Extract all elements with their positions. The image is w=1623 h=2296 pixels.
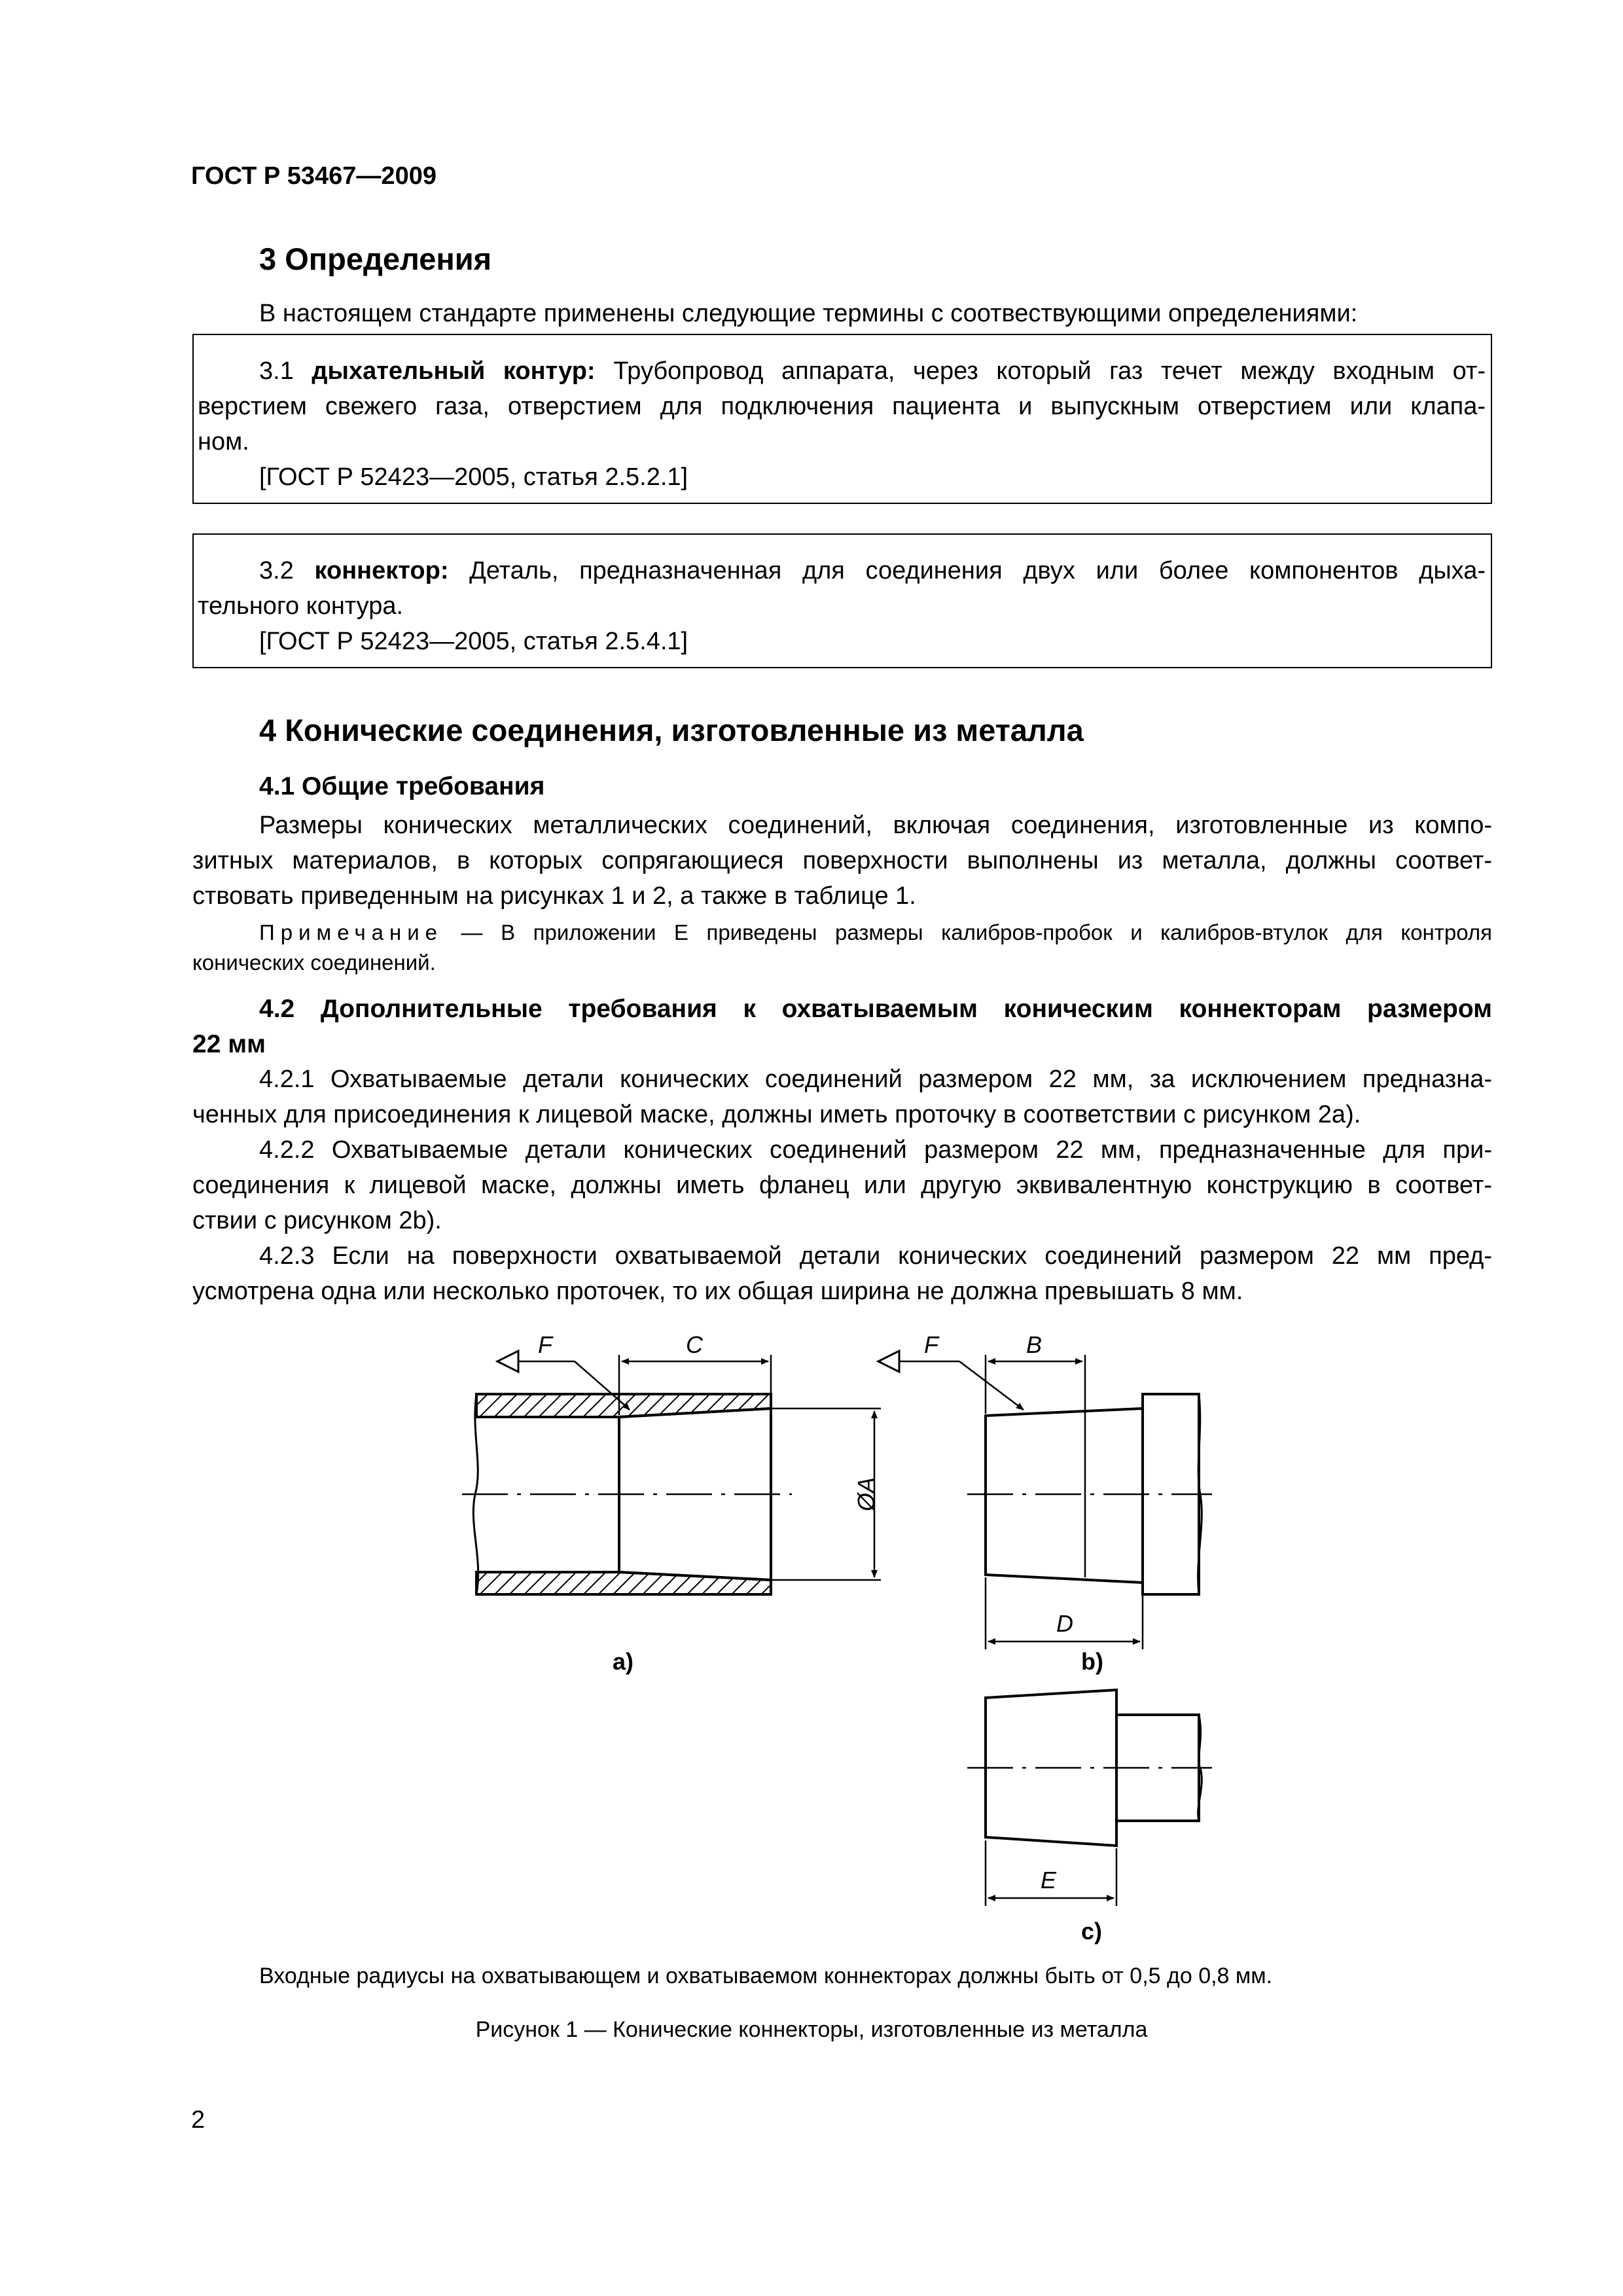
paragraph-line: зитных материалов, в которых сопрягающиеся поверхности выполнены из металла, должны соответ- — [192, 847, 1492, 874]
label-f-view-a: F — [538, 1331, 552, 1358]
paragraph-line: ствовать приведенным на рисунках 1 и 2, а также в таблице 1. — [192, 882, 916, 910]
label-f-view-b: F — [924, 1331, 938, 1358]
definition-3-2-line2: тельного контура. — [198, 592, 404, 620]
definition-3-2-reference: [ГОСТ Р 52423—2005, статья 2.5.4.1] — [259, 628, 688, 655]
definition-text: Деталь, предназначенная для соединения двух или более компонентов дыха- — [469, 557, 1486, 584]
view-c-male-connector — [967, 1690, 1212, 1846]
paragraph-line: 4.2.2 Охватываемые детали конических соединений размером 22 мм, предназначенные для при- — [259, 1136, 1492, 1164]
page-number: 2 — [191, 2106, 205, 2134]
label-diameter-a: ØA — [853, 1477, 880, 1512]
view-b-male-connector — [967, 1394, 1212, 1594]
subsection-4-1-heading: 4.1 Общие требования — [259, 772, 545, 800]
note-label: Примечание — [259, 920, 444, 944]
section-3-intro: В настоящем стандарте применены следующие термины с соотвествующими определениями: — [259, 300, 1358, 327]
heading-line: 4.2 Дополнительные требования к охватываемым коническим коннекторам размером — [259, 995, 1492, 1023]
section-4-heading: 4 Конические соединения, изготовленные из металла — [259, 713, 1084, 747]
leader-f-view-b — [878, 1351, 1024, 1410]
label-c: C — [686, 1331, 703, 1358]
subfigure-label-b: b) — [1081, 1648, 1103, 1675]
dimension-b — [986, 1355, 1085, 1414]
subfigure-label-a: a) — [613, 1648, 634, 1675]
definition-number: 3.2 — [259, 557, 294, 584]
definition-term: коннектор: — [314, 557, 449, 584]
label-e: E — [1041, 1867, 1057, 1893]
definition-3-1-reference: [ГОСТ Р 52423—2005, статья 2.5.2.1] — [259, 463, 688, 491]
label-b: B — [1026, 1331, 1043, 1358]
document-id: ГОСТ Р 53467—2009 — [191, 162, 437, 190]
subfigure-label-c: c) — [1081, 1918, 1103, 1945]
paragraph-line: 4.2.3 Если на поверхности охватываемой детали конических соединений размером 22 мм пред- — [259, 1242, 1492, 1270]
paragraph-line: ченных для присоединения к лицевой маске, должны иметь проточку в соответствии с рисунком 2а). — [192, 1101, 1361, 1128]
figure-caption: Рисунок 1 — Конические коннекторы, изготовленные из металла — [475, 2017, 1148, 2042]
definition-3-1-line3: ном. — [198, 428, 249, 456]
paragraph-line: 4.2.1 Охватываемые детали конических соединений размером 22 мм, за исключением предназна- — [259, 1066, 1492, 1093]
paragraph-line: усмотрена одна или несколько проточек, то их общая ширина не должна превышать 8 мм. — [192, 1278, 1243, 1305]
definition-number: 3.1 — [259, 357, 294, 385]
definition-text: Трубопровод аппарата, через который газ течет между входным от- — [613, 357, 1486, 385]
note-text: — В приложении Е приведены размеры калибров-пробок и калибров-втулок для контроля — [461, 920, 1492, 944]
section-3-heading: 3 Определения — [259, 242, 492, 276]
definition-term: дыхательный контур: — [312, 357, 596, 385]
label-d: D — [1056, 1610, 1073, 1637]
view-a-female-connector — [462, 1394, 792, 1594]
paragraph-line: Размеры конических металлических соединений, включая соединения, изготовленные из компо- — [259, 812, 1492, 839]
definition-3-1-line2: верстием свежего газа, отверстием для подключения пациента и выпускным отверстием или клапа- — [198, 393, 1486, 420]
heading-line: 22 мм — [192, 1030, 266, 1058]
paragraph-line: ствии с рисунком 2b). — [192, 1207, 442, 1234]
figure-note: Входные радиусы на охватывающем и охватываемом коннекторах должны быть от 0,5 до 0,8 мм. — [259, 1964, 1273, 1988]
note-line2: конических соединений. — [192, 950, 436, 975]
paragraph-line: соединения к лицевой маске, должны иметь фланец или другую эквивалентную конструкцию в соответ- — [192, 1172, 1492, 1199]
